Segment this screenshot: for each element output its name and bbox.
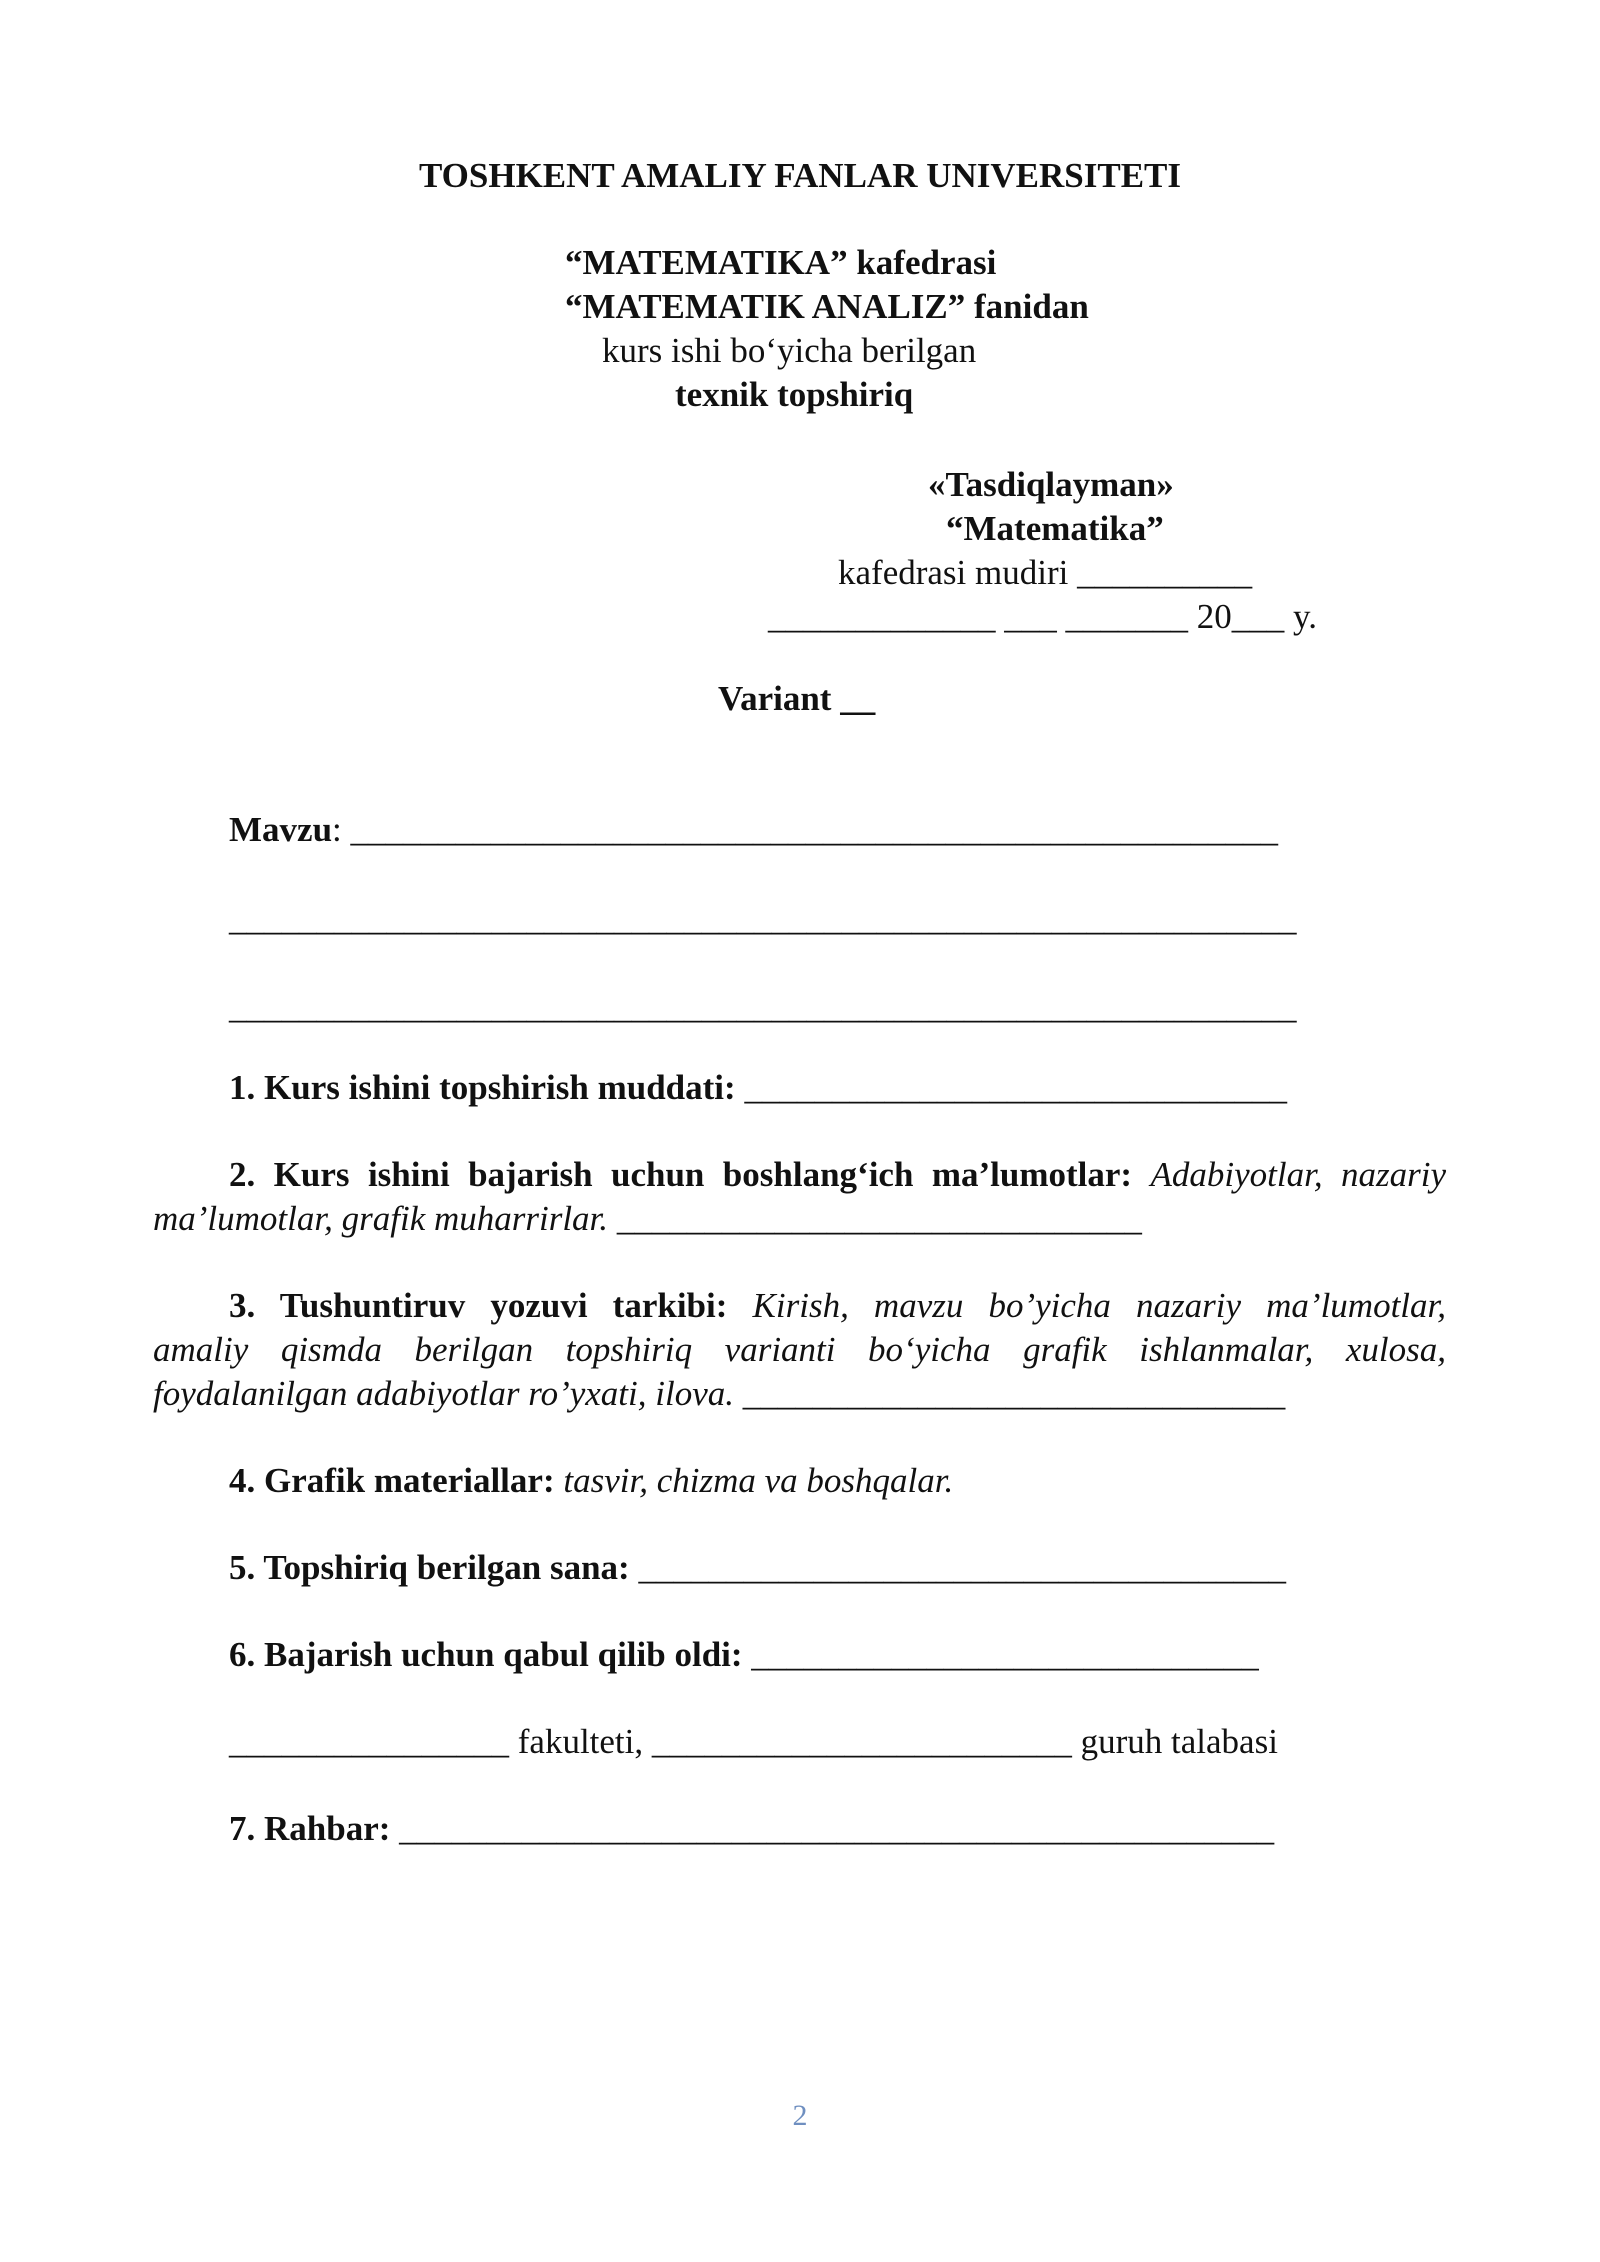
item-initial-data-row-1: [153, 1153, 1446, 1197]
faculty-label: fakulteti,: [517, 1722, 644, 1761]
topic-colon: :: [332, 810, 342, 849]
document-title: texnik topshiriq: [675, 375, 914, 414]
topic-blank-1: _____________________________________________________: [350, 810, 1279, 849]
page-number: 2: [792, 2099, 808, 2132]
item-graphic-materials: [229, 1459, 953, 1503]
item-graphic-materials-text: tasvir, chizma va boshqalar.: [563, 1461, 954, 1500]
topic-line: [229, 808, 1278, 852]
year-blank: ___: [1231, 597, 1285, 636]
approval-date-line: [768, 595, 1317, 639]
item-issue-date: [229, 1546, 1286, 1590]
item-issue-date-blank: _____________________________________: [638, 1548, 1286, 1587]
item-explanatory-note-label: 3. Tushuntiruv yozuvi tarkibi:: [229, 1286, 728, 1325]
group-blank: ________________________: [651, 1722, 1072, 1761]
item-explanatory-note-blank: _______________________________: [742, 1374, 1286, 1413]
head-label: kafedrasi mudiri: [838, 553, 1069, 592]
item-deadline: [229, 1066, 1287, 1110]
approval-dept-text: “Matematika”: [946, 509, 1164, 548]
item-deadline-label: 1. Kurs ishini topshirish muddati:: [229, 1068, 736, 1107]
item-supervisor: [229, 1807, 1274, 1851]
item-explanatory-note-text-3: foydalanilgan adabiyotlar ro’yxati, ilova.: [153, 1374, 734, 1413]
item-graphic-materials-label: 4. Grafik materiallar:: [229, 1461, 555, 1500]
item-initial-data: [153, 1153, 1446, 1241]
approval-dept: [946, 507, 1164, 551]
faculty-group-line: [229, 1720, 1278, 1764]
topic-blank-2: _____________________________________________________________: [229, 899, 1297, 938]
date-blank-2: ___: [1004, 597, 1057, 636]
group-label: guruh talabasi: [1080, 1722, 1278, 1761]
course-line: kurs ishi bo‘yicha berilgan: [602, 331, 977, 370]
university-name: TOSHKENT AMALIY FANLAR UNIVERSITETI: [418, 156, 1182, 195]
date-blank-1: _____________: [768, 597, 996, 636]
variant-line: [718, 677, 875, 721]
item-explanatory-note-row-1: [153, 1284, 1446, 1328]
date-blank-3: _______: [1065, 597, 1188, 636]
item-initial-data-row-2: [153, 1197, 1446, 1241]
topic-blank-3: _____________________________________________________________: [229, 987, 1297, 1026]
item-explanatory-note-row-3: [153, 1372, 1446, 1416]
topic-label: Mavzu: [229, 810, 333, 849]
variant-blank: __: [840, 679, 876, 718]
item-initial-data-text-2: ma’lumotlar, grafik muharrirlar.: [153, 1199, 609, 1238]
item-initial-data-blank: ______________________________: [616, 1199, 1142, 1238]
item-accepted-by-blank: _____________________________: [751, 1635, 1259, 1674]
item-supervisor-label: 7. Rahbar:: [229, 1809, 391, 1848]
item-initial-data-text-1: Adabiyotlar, nazariy: [1150, 1155, 1447, 1194]
item-explanatory-note-text-2: amaliy qismda berilgan topshiriq varianti bo‘yicha grafik ishlanmalar, xulosa,: [153, 1330, 1446, 1369]
year-prefix: 20: [1196, 597, 1232, 636]
item-initial-data-label: 2. Kurs ishini bajarish uchun boshlang‘ich ma’lumotlar:: [229, 1155, 1133, 1194]
approval-head-line: [838, 551, 1252, 595]
item-accepted-by: [229, 1633, 1259, 1677]
item-accepted-by-label: 6. Bajarish uchun qabul qilib oldi:: [229, 1635, 743, 1674]
approval-title: «Tasdiqlayman»: [928, 465, 1174, 504]
year-suffix: y.: [1293, 597, 1317, 636]
item-deadline-blank: _______________________________: [744, 1068, 1287, 1107]
subject-name: “MATEMATIK ANALIZ” fanidan: [565, 287, 1089, 326]
item-explanatory-note-text-1: Kirish, mavzu bo’yicha nazariy ma’lumotlar,: [752, 1286, 1447, 1325]
faculty-blank: ________________: [229, 1722, 509, 1761]
variant-label: Variant: [718, 679, 832, 718]
item-explanatory-note: [153, 1284, 1446, 1416]
item-issue-date-label: 5. Topshiriq berilgan sana:: [229, 1548, 630, 1587]
department-name: “MATEMATIKA” kafedrasi: [565, 243, 997, 282]
head-signature-blank: __________: [1077, 553, 1253, 592]
item-supervisor-blank: __________________________________________________: [399, 1809, 1275, 1848]
